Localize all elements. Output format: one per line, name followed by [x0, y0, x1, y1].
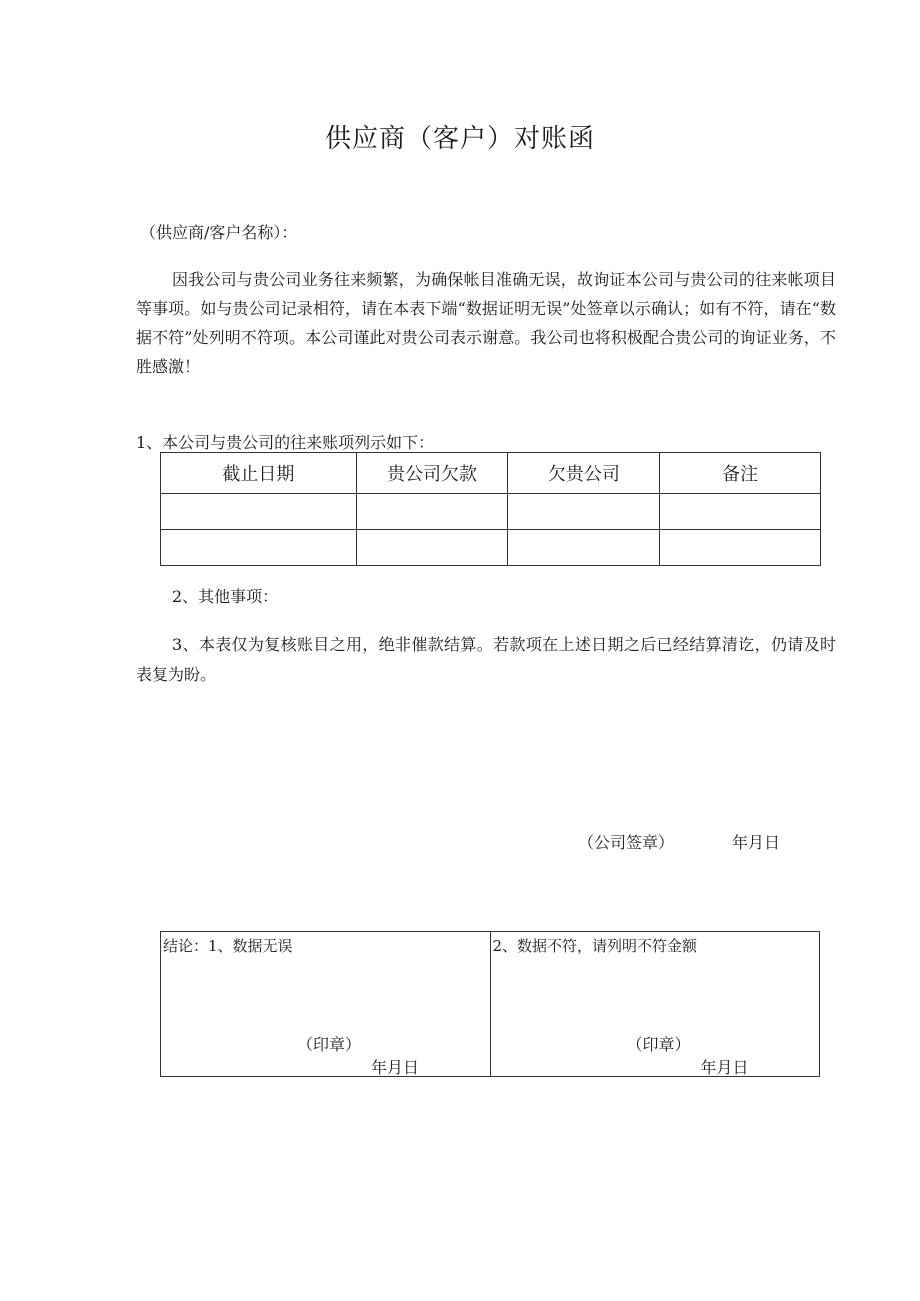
- table-cell[interactable]: [660, 494, 821, 530]
- header-remarks: 备注: [660, 453, 821, 494]
- conclusion-right-heading: 2、数据不符，请列明不符金额: [492, 937, 698, 955]
- table-cell[interactable]: [508, 494, 660, 530]
- table-cell[interactable]: [161, 530, 357, 566]
- item3-note: 3、本表仅为复核账目之用，绝非催款结算。若款项在上述日期之后已经结算清讫，仍请及时表复为盼。: [136, 635, 836, 684]
- table-row: [161, 494, 821, 530]
- table-header-row: [161, 453, 821, 494]
- company-seal-label: （公司签章）: [578, 833, 675, 852]
- conclusion-box: [160, 931, 820, 1077]
- conclusion-left-heading: 结论：1、数据无误: [163, 937, 293, 955]
- conclusion-data-correct[interactable]: [161, 932, 490, 1076]
- table-cell[interactable]: [161, 494, 357, 530]
- table-row: [161, 530, 821, 566]
- conclusion-data-mismatch[interactable]: [490, 932, 820, 1076]
- conclusion-left-date: 年月日: [371, 1058, 420, 1077]
- intro-paragraph: 因我公司与贵公司业务往来频繁，为确保帐目准确无误，故询证本公司与贵公司的往来帐项目等事项。如与贵公司记录相符，请在本表下端“数据证明无误”处签章以示确认；如有不符，请在“数据不符”处列明不符项。本公司谨此对贵公司表示谢意。我公司也将积极配合贵公司的询证业务，不胜感激！: [136, 270, 836, 376]
- addressee-line: （供应商/客户名称）：: [140, 223, 298, 242]
- company-date-label: 年月日: [732, 833, 781, 852]
- conclusion-left-seal: （印章）: [297, 1035, 362, 1054]
- table-cell[interactable]: [660, 530, 821, 566]
- document-title: 供应商（客户）对账函: [324, 124, 595, 154]
- table-cell[interactable]: [356, 530, 508, 566]
- header-your-debt: 贵公司欠款: [356, 453, 508, 494]
- accounts-table: [160, 452, 821, 566]
- item2-other-matters: 2、其他事项：: [172, 587, 279, 606]
- table-cell[interactable]: [508, 530, 660, 566]
- item1-label: 1、本公司与贵公司的往来账项列示如下：: [136, 433, 435, 452]
- conclusion-right-seal: （印章）: [626, 1035, 691, 1054]
- header-cutoff-date: 截止日期: [161, 453, 357, 494]
- conclusion-right-date: 年月日: [700, 1058, 749, 1077]
- table-cell[interactable]: [356, 494, 508, 530]
- header-owed-to-you: 欠贵公司: [508, 453, 660, 494]
